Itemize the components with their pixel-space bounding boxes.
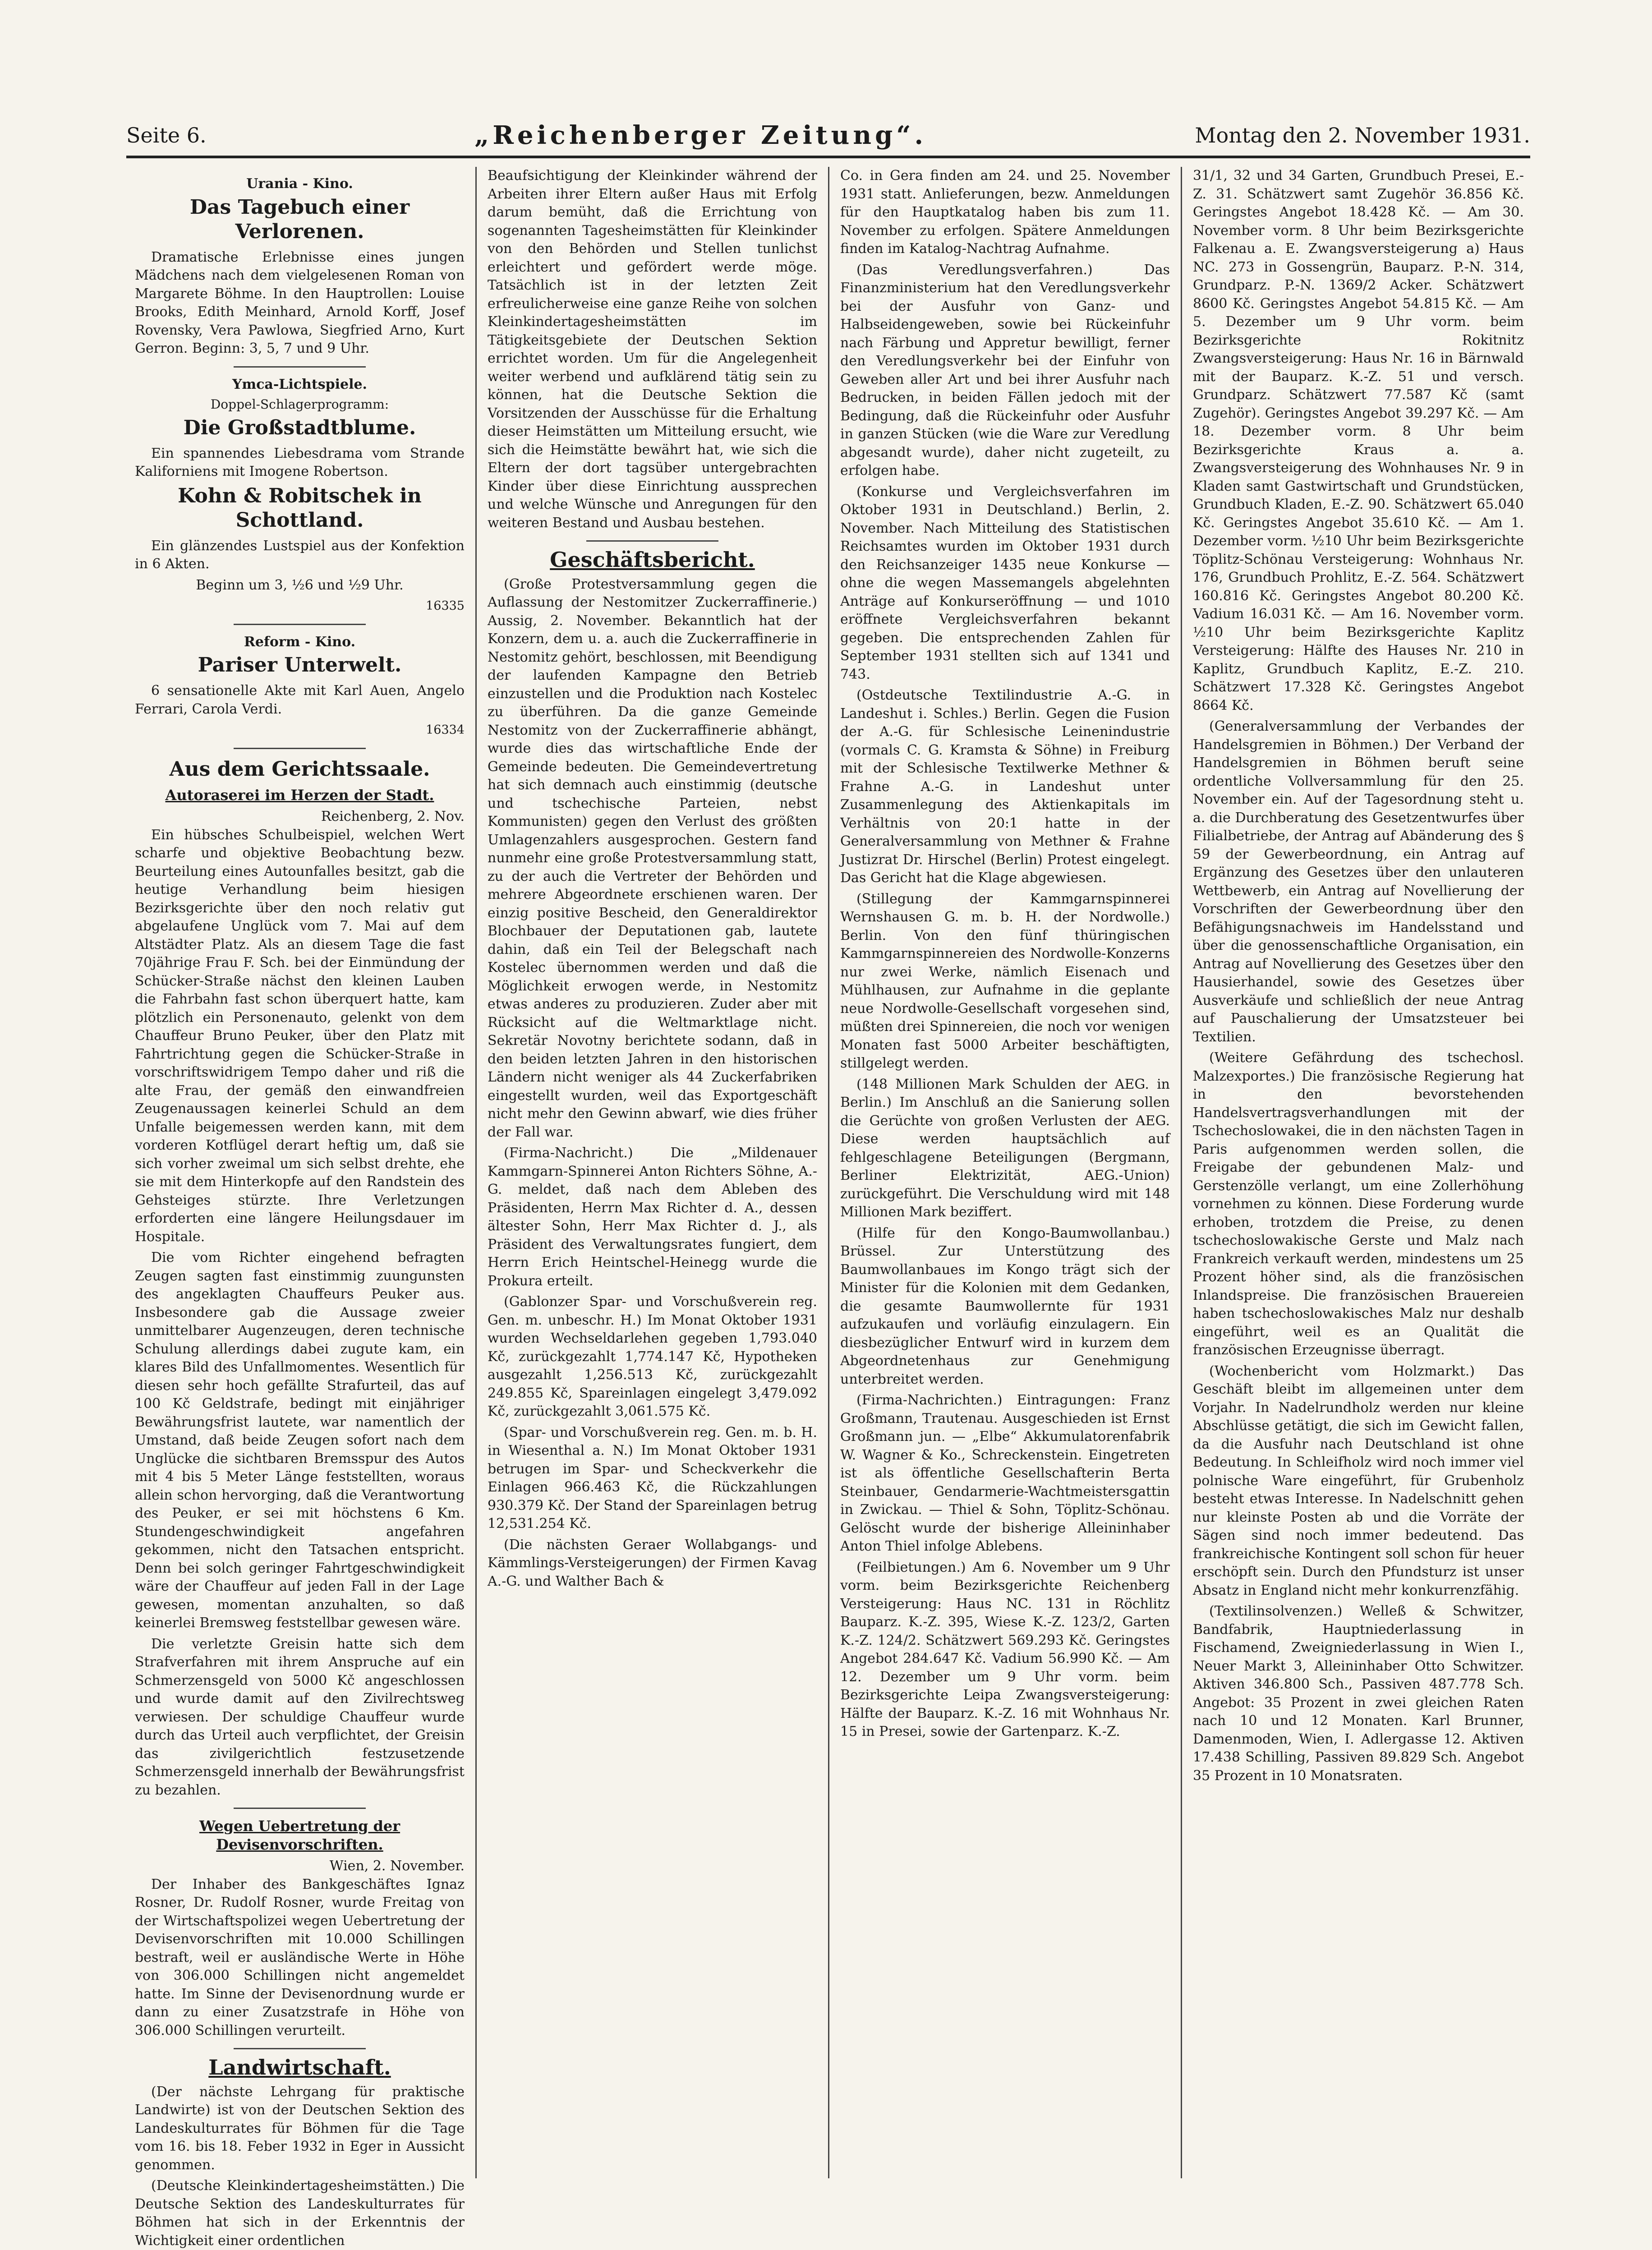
col3-paragraph-8: (Feilbietungen.) Am 6. November um 9 Uhr vorm. beim Bezirksgerichte Reichenberg Versteigerung: Haus NC. 131 in Röchlitz Bauparz. K.-Z. 395, Wiese K.-Z. 123/2, Garten K.-Z. 124/2. Schätzwert 569.293 Kč. Geringstes Angebot 284.647 Kč. Vadium 56.990 Kč. — Am 12. Dezember um 9 Uhr vorm. beim Bezirksgerichte Leipa Zwangsversteigerung: Hälfte der Bauparz. K.-Z. 16 mit Wohnhaus Nr. 15 in Presei, sowie der Gartenparz. K.-Z. bbox=[840, 1559, 1170, 1739]
ymca-text-1: Ein spannendes Liebesdrama vom Strande Kaliforniens mit Imogene Robertson. bbox=[135, 445, 465, 479]
page-header bbox=[126, 115, 1530, 158]
court-paragraph-1: Ein hübsches Schulbeispiel, welchen Wert scharfe und objektive Beobachtung bezw. Beurteilung eines Autounfalles besitzt, gab die heutige Verhandlung beim hiesigen Bezirksgerichte über den noch relativ gut abgelaufene Unglück vom 7. Mai auf dem Altstädter Platz. Als an diesem Tage die fast 70jährige Frau F. Sch. bei der Einmündung der Schücker-Straße nächst den kleinen Lauben die Fahrbahn fast schon überquert hatte, kam plötzlich ein Personenauto, gelenkt von dem Chauffeur Bruno Peuker, über den Platz mit Fahrtrichtung gegen die Schücker-Straße in vorschriftswidrigem Tempo daher und riß die alte Frau, der gemäß den einwandfreien Zeugenaussagen keinerlei Schuld an dem Unfalle beigemessen werden kann, mit dem vorderen Kotflügel derart heftig um, daß sie sich vorher zweimal um sich selbst drehte, ehe sie mit dem Hinterkopfe auf den Randstein des Gehsteiges stürzte. Ihre Verletzungen erforderten eine längere Heilungsdauer im Hospitale. bbox=[135, 827, 465, 1245]
col4-paragraph-4: (Textilinsolvenzen.) Welleß & Schwitzer, Bandfabrik, Hauptniederlassung in Fischamend, Zweigniederlassung in Wien I., Neuer Markt 3, Alleininhaber Otto Schwitzer. Aktiven 346.800 Sch., Passiven 487.778 Sch. Angebot: 35 Prozent in zwei gleichen Raten nach 10 und 12 Monaten. Karl Brunner, Damenmoden, Wien, I. Adlergasse 12. Aktiven 17.438 Schilling, Passiven 89.829 Sch. Angebot 35 Prozent in 10 Monatsraten. bbox=[1193, 1603, 1524, 1784]
business-paragraph-4: (Spar- und Vorschußverein reg. Gen. m. b. H. in Wiesenthal a. N.) Im Monat Oktober 1931 betrugen im Spar- und Scheckverkehr die Einlagen 966.463 Kč, die Rückzahlungen 930.379 Kč. Der Stand der Spareinlagen betrug 12,531.254 Kč. bbox=[488, 1424, 817, 1532]
col3-paragraph-6: (Hilfe für den Kongo-Baumwollanbau.) Brüssel. Zur Unterstützung des Baumwollanbaues im Kongo trägt sich der Minister für die Kolonien mit dem Gedanken, die gesamte Baumwollernte für 1931 aufzukaufen und vorläufig einzulagern. Ein diesbezüglicher Entwurf wird in kurzem dem Abgeordnetenhaus zur Genehmigung unterbreitet werden. bbox=[840, 1225, 1170, 1387]
col4-paragraph-0: 31/1, 32 und 34 Garten, Grundbuch Presei, E.-Z. 31. Schätzwert samt Zugehör 36.856 Kč. Geringstes Angebot 18.428 Kč. — Am 30. November vorm. 8 Uhr beim Bezirksgerichte Falkenau a. E. Zwangsversteigerung a) Haus NC. 273 in Gossengrün, Bauparz. P.-N. 314, Grundparz. P.-N. 1369/2 Acker. Schätzwert 8600 Kč. Geringstes Angebot 54.815 Kč. — Am 5. Dezember um 9 Uhr vorm. beim Bezirksgerichte Rokitnitz Zwangsversteigerung: Haus Nr. 16 in Bärnwald mit der Bauparz. K.-Z. 51 und versch. Grundparz. Schätzwert 77.587 Kč (samt Zugehör). Geringstes Angebot 39.297 Kč. — Am 18. Dezember vorm. 8 Uhr beim Bezirksgerichte Kraus a. a. Zwangsversteigerung des Wohnhauses Nr. 9 in Kladen samt Gastwirtschaft und Grundstücken, Grundbuch Kladen, E.-Z. 90. Schätzwert 65.040 Kč. Geringstes Angebot 35.610 Kč. — Am 1. Dezember vorm. ½10 Uhr beim Bezirksgerichte Töplitz-Schönau Versteigerung: Wohnhaus Nr. 176, Grundbuch Prohlitz, E.-Z. 564. Schätzwert 160.816 Kč. Geringstes Angebot 80.200 Kč. Vadium 16.031 Kč. — Am 16. November vorm. ½10 Uhr beim Bezirksgerichte Kaplitz Versteigerung: Hälfte des Hauses Nr. 210 in Kaplitz, Grundbuch Kaplitz, E.-Z. 210. Schätzwert 17.328 Kč. Geringstes Angebot 8664 Kč. bbox=[1193, 168, 1524, 713]
reform-kicker: Reform - Kino. bbox=[244, 634, 356, 650]
col3-paragraph-1: (Das Veredlungsverfahren.) Das Finanzministerium hat den Veredlungsverkehr bei der Ausfuhr von Ganz- und Halbseidengeweben, sowie bei Rückeinfuhr nach Färbung und Appretur bewilligt, ferner den Veredlungsverkehr bei der Einfuhr von Geweben aller Art und bei ihrer Ausfuhr nach Bedrucken, in beiden Fällen jedoch mit der Bedingung, daß die Rückeinfuhr oder Ausfuhr in ganzen Stücken (wie die Ware zur Veredlung abgesandt wurde), daher nicht zugeteilt, zu erfolgen habe. bbox=[840, 262, 1170, 479]
business-paragraph-2: (Firma-Nachricht.) Die „Mildenauer Kammgarn-Spinnerei Anton Richters Söhne, A.-G. meldet, daß nach dem Ableben des Präsidenten, Herrn Max Richter d. A., dessen ältester Sohn, Herr Max Richter d. J., als Präsident des Verwaltungsrates fungiert, dem Herrn Erich Heintschel-Heinegg wurde die Prokura erteilt. bbox=[488, 1145, 817, 1289]
divider bbox=[234, 624, 365, 625]
col3-paragraph-3: (Ostdeutsche Textilindustrie A.-G. in Landeshut i. Schles.) Berlin. Gegen die Fusion der A.-G. für Schlesische Leinenindustrie (vormals C. G. Kramsta & Söhne) in Freiburg mit der Schlesische Textilwerke Methner & Frahne A.-G. in Landeshut unter Zusammenlegung des Aktienkapitals im Verhältnis von 20:1 hatte in der Generalversammlung von Methner & Frahne Justizrat Dr. Hirschel (Berlin) Protest eingelegt. Das Gericht hat die Klage abgewiesen. bbox=[840, 687, 1170, 886]
col4-paragraph-1: (Generalversammlung der Verbandes der Handelsgremien in Böhmen.) Der Verband der Handelsgremien in Böhmen beruft seine ordentliche Vollversammlung für den 25. November ein. Auf der Tagesordnung steht u. a. die Durchberatung des Gesetzentwurfes über Filialbetriebe, der Antrag auf Abänderung des § 59 der Gewerbeordnung, ein Antrag auf Ergänzung des Gesetzes über den unlauteren Wettbewerb, ein Antrag auf Novellierung der Vorschriften der Gewerbeordnung über den Befähigungsnachweis im Handelsstand und über die genossenschaftliche Organisation, ein Antrag auf Novellierung des Gesetzes über den Hausierhandel, sowie des Gesetzes über Ausverkäufe und schließlich der neue Antrag auf Pauschalierung der Umsatzsteuer bei Textilien. bbox=[1193, 718, 1524, 1045]
col3-paragraph-4: (Stillegung der Kammgarnspinnerei Wernshausen G. m. b. H. der Nordwolle.) Berlin. Von den fünf thüringischen Kammgarnspinnereien des Nordwolle-Konzerns nur zwei Werke, nämlich Eisenach und Mühlhausen, zur Aufnahme in die geplante neue Nordwolle-Gesellschaft vorgesehen sind, müßten drei Spinnereien, die noch vor wenigen Monaten fast 5000 Arbeiter beschäftigten, stillgelegt werden. bbox=[840, 891, 1170, 1071]
court-paragraph-3: Die verletzte Greisin hatte sich dem Strafverfahren mit ihrem Anspruche auf ein Schmerzensgeld von 5000 Kč angeschlossen und wurde damit auf den Zivilrechtsweg verwiesen. Der schuldige Chauffeur wurde durch das Urteil auch verpflichtet, der Greisin das zivilgerichtlich festzusetzende Schmerzensgeld innerhalb der Bewährungsfrist zu bezahlen. bbox=[135, 1636, 465, 1798]
urania-title: Das Tagebuch einer Verlorenen. bbox=[189, 195, 410, 243]
devisen-head: Wegen Uebertretung der Devisenvorschriften. bbox=[199, 1817, 400, 1853]
col3-paragraph-7: (Firma-Nachrichten.) Eintragungen: Franz Großmann, Trautenau. Ausgeschieden ist Ernst Großmann jun. — „Elbe“ Akkumulatorenfabrik W. Wagner & Ko., Schreckenstein. Eingetreten ist als öffentliche Gesellschafterin Berta Steinbauer, Gendarmerie-Wachtmeistersgattin in Zwickau. — Thiel & Sohn, Töplitz-Schönau. Gelöscht wurde der bisherige Alleininhaber Anton Thiel infolge Ablebens. bbox=[840, 1392, 1170, 1554]
reform-text: 6 sensationelle Akte mit Karl Auen, Angelo Ferrari, Carola Verdi. bbox=[135, 683, 465, 717]
devisen-paragraph: Der Inhaber des Bankgeschäftes Ignaz Rosner, Dr. Rudolf Rosner, wurde Freitag von der Wirtschaftspolizei wegen Uebertretung der Devisenvorschriften mit 10.000 Schillingen bestraft, weil er ausländische Werte in Höhe von 306.000 Schillingen nicht angemeldet hatte. Im Sinne der Devisenordnung wurde er dann zu einer Zusatzstrafe in Höhe von 306.000 Schillingen verurteilt. bbox=[135, 1876, 465, 2038]
business-paragraph-3: (Gablonzer Spar- und Vorschußverein reg. Gen. m. unbeschr. H.) Im Monat Oktober 1931 wurden Wechseldarlehen gegeben 1,793.040 Kč, zurückgezahlt 1,774.147 Kč, Hypotheken ausgezahlt 1,256.513 Kč, zurückgezahlt 249.855 Kč, Spareinlagen eingelegt 3,479.092 Kč, zurückgezahlt 3,061.575 Kč. bbox=[488, 1294, 817, 1419]
page-number: Seite 6. bbox=[126, 123, 207, 147]
issue-date: Montag den 2. November 1931. bbox=[1195, 123, 1530, 147]
urania-text: Dramatische Erlebnisse eines jungen Mädchens nach dem vielgelesenen Roman von Margarete Böhme. In den Hauptrollen: Louise Brooks, Edith Meinhard, Arnold Korff, Josef Rovensky, Vera Pawlowa, Siegfried Arno, Kurt Gerron. Beginn: 3, 5, 7 und 9 Uhr. bbox=[135, 249, 465, 356]
col3-paragraph-0: Co. in Gera finden am 24. und 25. November 1931 statt. Anlieferungen, bezw. Anmeldungen für den Hauptkatalog haben bis zum 11. November zu erfolgen. Spätere Anmeldungen finden im Katalog-Nachtrag Aufnahme. bbox=[840, 168, 1170, 257]
reform-title: Pariser Unterwelt. bbox=[198, 653, 402, 676]
col3-paragraph-2: (Konkurse und Vergleichsverfahren im Oktober 1931 in Deutschland.) Berlin, 2. November. Nach Mitteilung des Statistischen Reichsamtes wurden im Oktober 1931 durch den Reichsanzeiger 1435 neue Konkurse — ohne die wegen Massemangels abgelehnten Anträge auf Konkurseröffnung — und 1010 eröffnete Vergleichsverfahren bekannt gegeben. Die entsprechenden Zahlen für September 1931 stellten sich auf 1341 und 743. bbox=[840, 483, 1170, 682]
col4-paragraph-3: (Wochenbericht vom Holzmarkt.) Das Geschäft bleibt im allgemeinen unter dem Vorjahr. In Nadelrundholz werden nur kleine Abschlüsse getätigt, die sich im Gewicht fallen, da die Ausfuhr nach Deutschland ist ohne Bedeutung. In Schleifholz wird noch immer viel polnische Ware eingeführt, für Grubenholz besteht etwas Interesse. In Nadelschnitt gehen nur kleinste Posten ab und die Vorräte der Sägen sind noch immer bedeutend. Das frankreichische Kontingent soll schon für heuer erschöpft sein. Durch den Pfundsturz ist unser Absatz in England nicht mehr konkurrenzfähig. bbox=[1193, 1363, 1524, 1598]
divider bbox=[234, 366, 365, 368]
business-head: Geschäftsbericht. bbox=[550, 548, 755, 572]
court-head: Aus dem Gerichtssaale. bbox=[169, 757, 430, 781]
ymca-code: 16335 bbox=[426, 599, 465, 613]
ymca-times: Beginn um 3, ½6 und ½9 Uhr. bbox=[196, 577, 404, 593]
columns bbox=[124, 167, 1536, 2249]
land-head: Landwirtschaft. bbox=[208, 2055, 391, 2080]
column-2 bbox=[477, 167, 829, 2178]
urania-kicker: Urania - Kino. bbox=[246, 176, 353, 192]
ymca-title-1: Die Großstadtblume. bbox=[183, 416, 416, 439]
column-4 bbox=[1182, 167, 1535, 2178]
divider bbox=[234, 748, 365, 749]
column-3 bbox=[829, 167, 1182, 2178]
business-paragraph-1: (Große Protestversammlung gegen die Auflassung der Nestomitzer Zuckerraffinerie.) Aussig, 2. November. Bekanntlich hat der Konzern, dem u. a. auch die Zuckerraffinerie in Nestomitz gehört, beschlossen, mit Beendigung der laufenden Kampagne den Betrieb einzustellen und die Produktion nach Kostelec zu überführen. Da die ganze Gemeinde Nestomitz von der Zuckerraffinerie abhängt, wurde dies das wirtschaftliche Ende der Gemeinde bedeuten. Die Gemeindevertretung hat sich demnach auch einstimmig (deutsche und tschechische Parteien, nebst Kommunisten) gegen den Verlust des größten Umlagenzahlers ausgesprochen. Gestern fand nunmehr eine große Protestversammlung statt, zu der auch die Vertreter der Behörden und mehrere Abgeordnete erschienen waren. Der einzig positive Bescheid, den Generaldirektor Blochbauer der Deputationen gab, lautete dahin, daß ein Teil der Belegschaft nach Kostelec übernommen werden und daß die Möglichkeit erwogen werde, in Nestomitz etwas anderes zu produzieren. Zuder aber mit Rücksicht auf die Weltmarktlage nicht. Sekretär Novotny berichtete sodann, daß in den beiden letzten Jahren in den historischen Ländern nicht weniger als 44 Zuckerfabriken eingestellt wurden, weil das Exportgeschäft nicht mehr den Gewinn abwarf, wie dies früher der Fall war. bbox=[488, 576, 817, 1140]
land-paragraph-1: (Der nächste Lehrgang für praktische Landwirte) ist von der Deutschen Sektion des Landeskulturrates für Böhmen für die Tage vom 16. bis 18. Feber 1932 in Eger in Aussicht genommen. bbox=[135, 2084, 465, 2173]
reform-code: 16334 bbox=[426, 723, 465, 737]
ymca-sub: Doppel-Schlagerprogramm: bbox=[210, 397, 389, 412]
col3-paragraph-5: (148 Millionen Mark Schulden der AEG. in Berlin.) Im Anschluß an die Sanierung sollen die Gerüchte von großen Verlusten der AEG. Diese werden hauptsächlich auf fehlgeschlagene Beteiligungen (Bergmann, Berliner Elektrizität, AEG.-Union) zurückgeführt. Die Verschuldung wird mit 148 Millionen Mark beziffert. bbox=[840, 1076, 1170, 1220]
ymca-title-2: Kohn & Robitschek in Schottland. bbox=[178, 484, 422, 532]
divider bbox=[234, 1808, 365, 1809]
land-paragraph-2: (Deutsche Kleinkindertagesheimstätten.) Die Deutsche Sektion des Landeskulturrates für Böhmen hat sich in der Erkenntnis der Wichtigkeit einer ordentlichen bbox=[135, 2178, 465, 2249]
land-continued: Beaufsichtigung der Kleinkinder während der Arbeiten ihrer Eltern außer Haus mit Erfolg darum bemüht, daß die Errichtung von sogenannten Tagesheimstätten für Kleinkinder von den Behörden und Stellen tunlichst erleichtert und gefördert werde möge. Tatsächlich ist in der letzten Zeit erfreulicherweise eine ganze Reihe von solchen Kleinkindertagesheimstätten im Tätigkeitsgebiete der Deutschen Sektion errichtet worden. Um für die Angelegenheit weiter werbend und aufklärend tätig sein zu können, hat die Deutsche Sektion die Vorsitzenden der Ausschüsse für die Erhaltung dieser Heimstätten um Mitteilung ersucht, wie sich die Heimstätte bewährt hat, wie sich die Eltern der dort tagsüber untergebrachten Kinder über diese Einrichtung aussprechen und welche Wünsche und Anregungen für den weiteren Bestand und Ausbau bestehen. bbox=[488, 168, 817, 531]
business-paragraph-5: (Die nächsten Geraer Wollabgangs- und Kämmlings-Versteigerungen) der Firmen Kavag A.-G. und Walther Bach & bbox=[488, 1537, 817, 1589]
divider bbox=[586, 540, 718, 542]
ymca-text-2: Ein glänzendes Lustspiel aus der Konfektion in 6 Akten. bbox=[135, 538, 465, 572]
masthead: „Reichenberger Zeitung“. bbox=[474, 120, 927, 150]
ymca-kicker: Ymca-Lichtspiele. bbox=[232, 376, 368, 392]
court-dateline: Reichenberg, 2. Nov. bbox=[321, 809, 465, 824]
col4-paragraph-2: (Weitere Gefährdung des tschechosl. Malzexportes.) Die französische Regierung hat in den bevorstehenden Handelsvertragsverhandlungen mit der Tschechoslowakei, die in den nächsten Tagen in Paris aufgenommen werden sollen, die Freigabe der gebundenen Malz- und Gerstenzölle verlangt, um eine Zollerhöhung vornehmen zu können. Diese Forderung wurde erhoben, trotzdem die Preise, zu denen tschechoslowakische Gerste und Malz nach Frankreich verkauft werden, mindestens um 25 Prozent höher sind, als die französischen Inlandspreise. Die französischen Brauereien haben tschechoslowakisches Malz nur deshalb eingeführt, weil es an Qualität die französischen Erzeugnisse überragt. bbox=[1193, 1050, 1524, 1358]
column-1 bbox=[124, 167, 477, 2249]
devisen-dateline: Wien, 2. November. bbox=[329, 1858, 465, 1874]
court-paragraph-2: Die vom Richter eingehend befragten Zeugen sagten fast einstimmig zuungunsten des angeklagten Chauffeurs Peuker aus. Insbesondere gab die Aussage zweier unmittelbarer Augenzeugen, deren technische Schulung allerdings dabei zugute kam, ein klares Bild des Unfallmomentes. Wesentlich für diesen sehr hoch gefällte Strafurteil, das auf 100 Kč Geldstrafe, bedingt mit einjähriger Bewährungsfrist lautete, war namentlich der Umstand, daß beide Zeugen sofort nach dem Unglücke die sichtbaren Bremsspur des Autos mit 4 bis 5 Meter Länge feststellten, woraus allein schon hervorging, daß die Verantwortung des Peuker, er sei mit höchstens 6 Km. Stundengeschwindigkeit angefahren gekommen, nicht den Tatsachen entspricht. Denn bei solch geringer Fahrtgeschwindigkeit wäre der Chauffeur auf jeden Fall in der Lage gewesen, momentan anzuhalten, so daß keinerlei Bremsweg feststellbar gewesen wäre. bbox=[135, 1250, 465, 1631]
divider bbox=[234, 2048, 365, 2049]
court-subhead: Autoraserei im Herzen der Stadt. bbox=[165, 786, 434, 804]
